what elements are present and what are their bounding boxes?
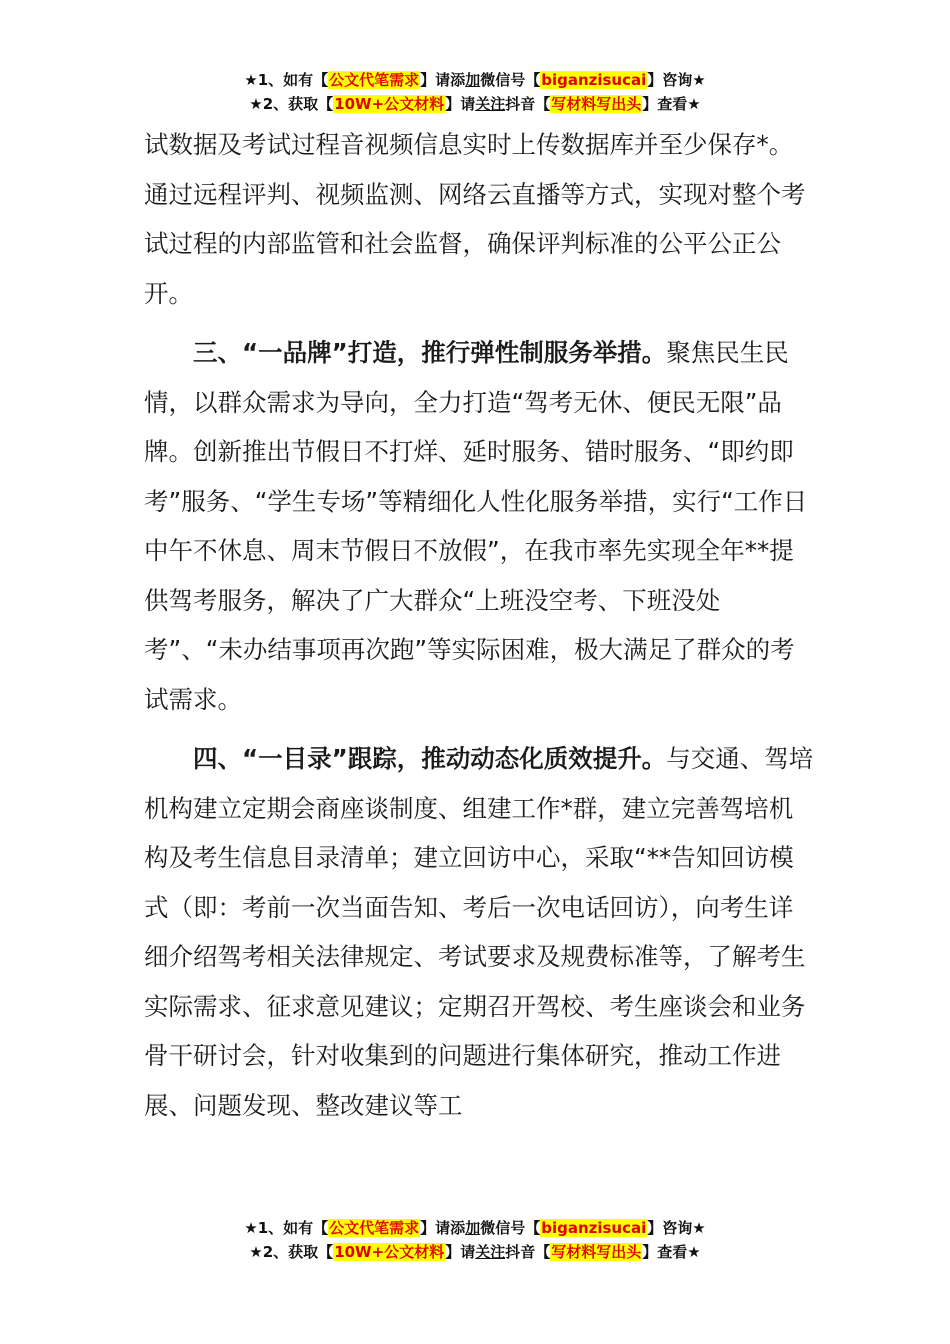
banner-text: ★2、获取【 [249, 95, 334, 113]
document-body [144, 120, 816, 1130]
banner-text: ★2、获取【 [249, 1243, 334, 1261]
banner-text: 抖音【 [505, 95, 551, 113]
banner-text: 】咨询★ [647, 1219, 706, 1237]
banner-text: ★1、如有【 [244, 71, 329, 89]
banner-highlight: 公文代笔需求 [329, 71, 420, 89]
banner-highlight: 10W+公文材料 [334, 95, 445, 113]
section-text: 与交通、驾培机构建立定期会商座谈制度、组建工作*群，建立完善驾培机构及考生信息目录清单；建立回访中心，采取“**告知回访模式（即：考前一次当面告知、考后一次电话回访），向考生详细介绍驾考相关法律规定、考试要求及规费标准等，了解考生实际需求、征求意见建议；定期召开驾校、考生座谈会和业务骨干研讨会，针对收集到的问题进行集体研究，推动工作进展、问题发现、整改建议等工 [144, 744, 814, 1120]
footer-banner [0, 1216, 950, 1264]
banner-text: 】请 [445, 1243, 476, 1261]
banner-underline: 关注 [475, 1243, 506, 1261]
banner-text: 】查看★ [642, 1243, 701, 1261]
paragraph-continued: 试数据及考试过程音视频信息实时上传数据库并至少保存*。通过远程评判、视频监测、网络云直播等方式，实现对整个考试过程的内部监管和社会监督，确保评判标准的公平公正公开。 [144, 130, 806, 308]
section-heading: 三、“一品牌”打造，推行弹性制服务举措。 [193, 338, 667, 367]
banner-text: 抖音【 [505, 1243, 551, 1261]
banner-line-2 [0, 1240, 950, 1264]
banner-line-1 [0, 1216, 950, 1240]
banner-line-1 [0, 68, 950, 92]
section-heading: 四、“一目录”跟踪，推动动态化质效提升。 [193, 744, 667, 773]
header-banner [0, 68, 950, 116]
banner-text: 微信号【 [480, 71, 541, 89]
banner-highlight: 写材料写出头 [551, 1243, 642, 1261]
banner-text: ★1、如有【 [244, 1219, 329, 1237]
banner-highlight: 10W+公文材料 [334, 1243, 445, 1261]
banner-text: 】查看★ [642, 95, 701, 113]
paragraph-section-4 [144, 734, 816, 1130]
banner-underline: 加 [465, 71, 481, 89]
banner-line-2 [0, 92, 950, 116]
banner-highlight: 公文代笔需求 [329, 1219, 420, 1237]
section-text: 聚焦民生民情，以群众需求为导向，全力打造“驾考无休、便民无限”品牌。创新推出节假日不打烊、延时服务、错时服务、“即约即考”服务、“学生专场”等精细化人性化服务举措，实行“工作日中午不休息、周末节假日不放假”，在我市率先实现全年**提供驾考服务，解决了广大群众“上班没空考、下班没处考”、“未办结事项再次跑”等实际困难，极大满足了群众的考试需求。 [144, 338, 808, 714]
banner-highlight: biganzisucai [541, 1219, 647, 1237]
banner-highlight: biganzisucai [541, 71, 647, 89]
banner-underline: 关注 [475, 95, 506, 113]
banner-text: 微信号【 [480, 1219, 541, 1237]
banner-underline: 加 [465, 1219, 481, 1237]
banner-text: 】请添 [420, 71, 466, 89]
paragraph-section-3 [144, 328, 816, 724]
banner-text: 】请 [445, 95, 476, 113]
banner-text: 】请添 [420, 1219, 466, 1237]
banner-highlight: 写材料写出头 [551, 95, 642, 113]
banner-text: 】咨询★ [647, 71, 706, 89]
